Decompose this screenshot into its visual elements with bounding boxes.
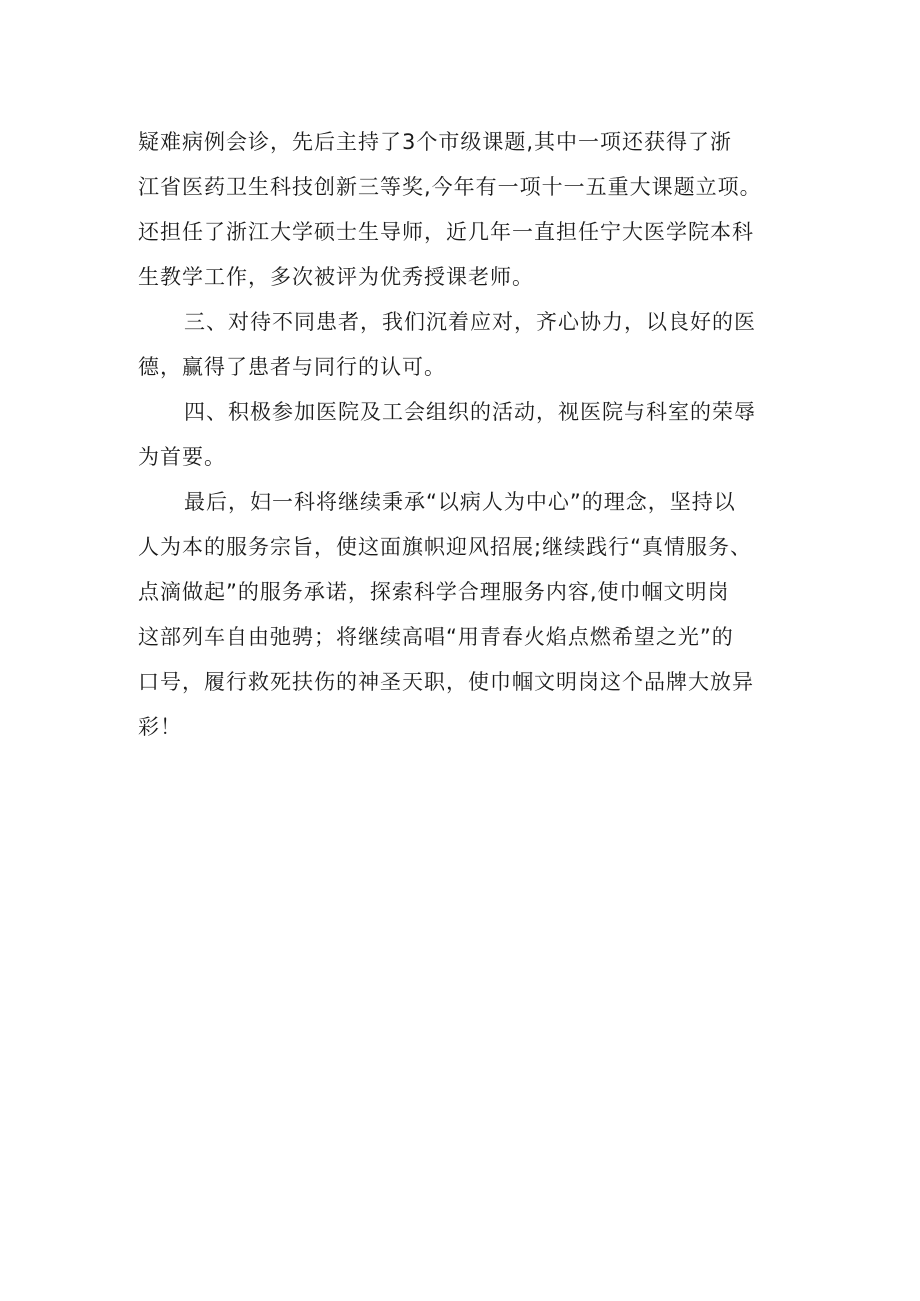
text-line: 生教学工作，多次被评为优秀授课老师。 — [138, 265, 534, 289]
text-line: 这部列车自由弛骋；将继续高唱“用青春火焰点燃希望之光”的 — [138, 625, 734, 649]
document-body — [138, 120, 818, 750]
paragraph-start-line: 最后，妇一科将继续秉承“以病人为中心”的理念，坚持以 — [184, 490, 736, 514]
text-line: 口号，履行救死扶伤的神圣天职，使巾帼文明岗这个品牌大放异 — [138, 670, 754, 694]
paragraph-start-line: 三、对待不同患者，我们沉着应对，齐心协力，以良好的医 — [184, 310, 756, 334]
text-line: 德，赢得了患者与同行的认可。 — [138, 355, 446, 379]
text-line: 为首要。 — [138, 445, 226, 469]
text-line: 点滴做起”的服务承诺，探索科学合理服务内容,使巾帼文明岗 — [138, 580, 730, 604]
paragraph-start-line: 四、积极参加医院及工会组织的活动，视医院与科室的荣辱 — [184, 400, 756, 424]
text-line: 江省医药卫生科技创新三等奖,今年有一项十一五重大课题立项。 — [138, 175, 762, 199]
text-line: 人为本的服务宗旨，使这面旗帜迎风招展;继续践行“真情服务、 — [138, 535, 752, 559]
text-line: 彩！ — [138, 715, 182, 739]
text-line: 还担任了浙江大学硕士生导师，近几年一直担任宁大医学院本科 — [138, 220, 754, 244]
text-line: 疑难病例会诊，先后主持了3个市级课题,其中一项还获得了浙 — [138, 130, 733, 154]
